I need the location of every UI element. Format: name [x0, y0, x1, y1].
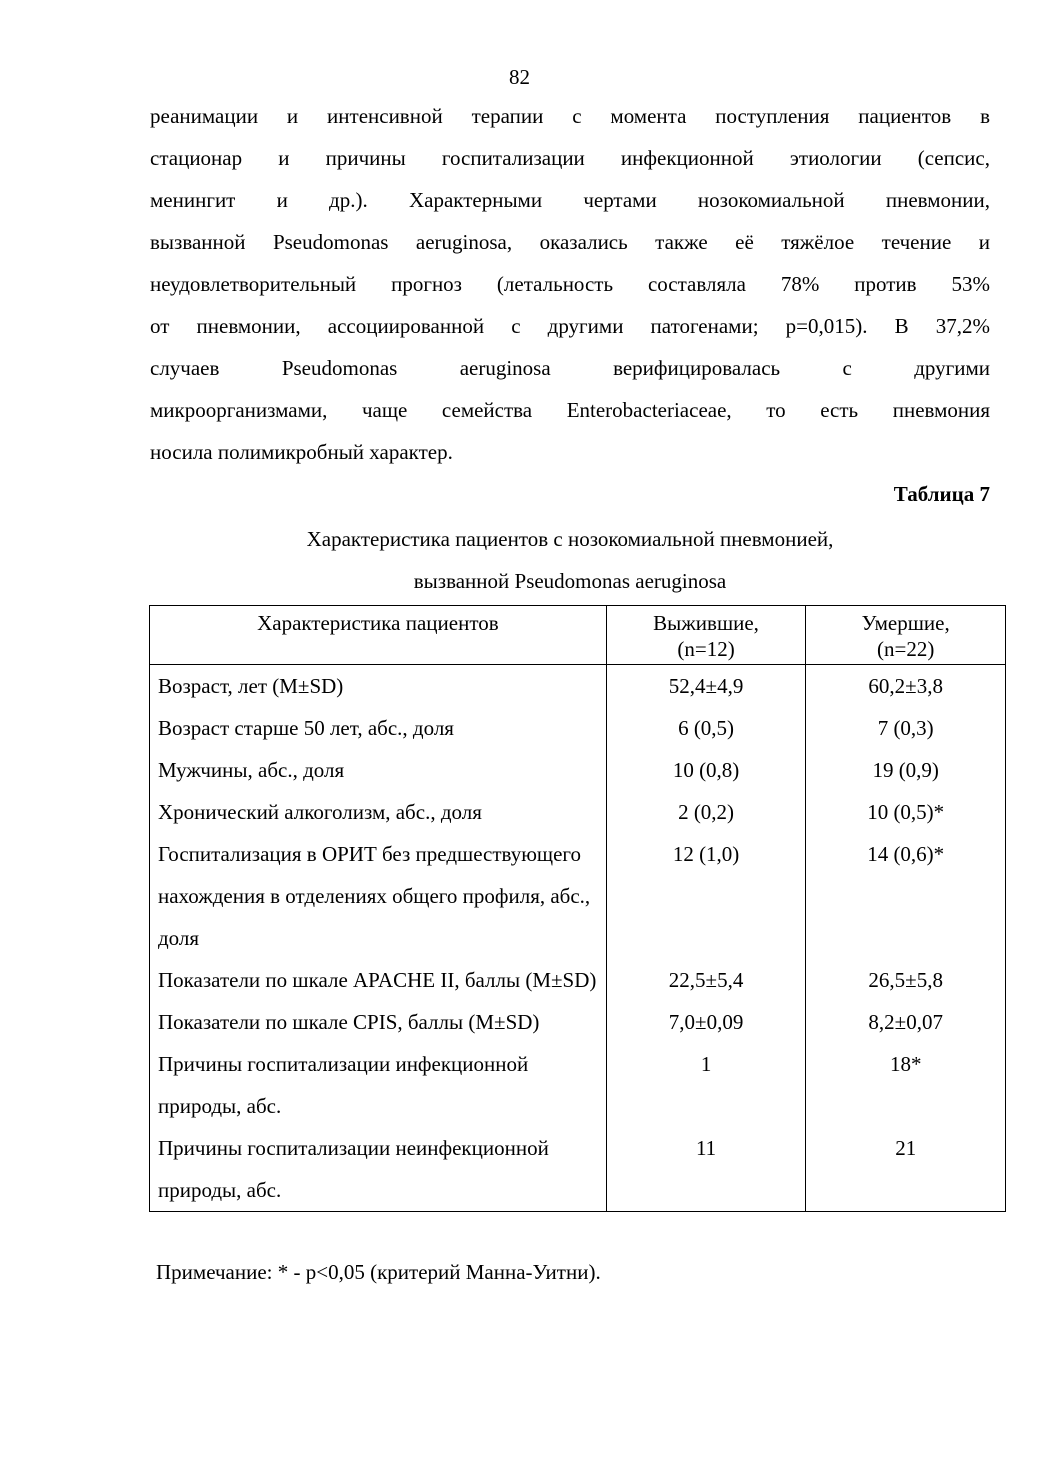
paragraph-line: неудовлетворительный прогноз (летальность составляла 78% против 53%	[150, 272, 990, 296]
table-row	[150, 749, 1006, 791]
survived-value: 22,5±5,4	[606, 959, 806, 1001]
row-label: Хронический алкоголизм, абс., доля	[150, 791, 607, 833]
died-value: 7 (0,3)	[806, 707, 1006, 749]
paragraph-line: реанимации и интенсивной терапии с момента поступления пациентов в	[150, 104, 990, 128]
died-value: 19 (0,9)	[806, 749, 1006, 791]
paragraph-line: менингит и др.). Характерными чертами нозокомиальной пневмонии,	[150, 188, 990, 212]
table-row	[150, 1001, 1006, 1043]
table-row	[150, 1043, 1006, 1127]
table-note: Примечание: * - p<0,05 (критерий Манна-Уитни).	[156, 1260, 601, 1284]
table-label: Таблица 7	[893, 482, 990, 506]
died-value: 60,2±3,8	[806, 665, 1006, 708]
table-header-row	[150, 606, 1006, 665]
survived-value: 6 (0,5)	[606, 707, 806, 749]
survived-value: 12 (1,0)	[606, 833, 806, 959]
header-characteristics: Характеристика пациентов	[150, 606, 607, 665]
died-value: 10 (0,5)*	[806, 791, 1006, 833]
paragraph-line: микроорганизмами, чаще семейства Enterobacteriaceae, то есть пневмония	[150, 398, 990, 422]
row-label: Госпитализация в ОРИТ без предшествующего нахождения в отделениях общего профиля, абс., доля	[150, 833, 607, 959]
survived-value: 2 (0,2)	[606, 791, 806, 833]
paragraph-line: вызванной Pseudomonas aeruginosa, оказались также её тяжёлое течение и	[150, 230, 990, 254]
patient-characteristics-table	[149, 605, 1006, 1212]
paragraph-line: стационар и причины госпитализации инфекционной этиологии (сепсис,	[150, 146, 990, 170]
table-row	[150, 959, 1006, 1001]
row-label: Возраст старше 50 лет, абс., доля	[150, 707, 607, 749]
caption-line: Характеристика пациентов с нозокомиальной пневмонией,	[306, 527, 834, 551]
table-row	[150, 1127, 1006, 1212]
died-value: 21	[806, 1127, 1006, 1212]
paragraph-line: носила полимикробный характер.	[150, 440, 453, 464]
table-row	[150, 833, 1006, 959]
body-paragraph	[150, 95, 990, 473]
row-label: Возраст, лет (M±SD)	[150, 665, 607, 708]
survived-value: 1	[606, 1043, 806, 1127]
table-row	[150, 665, 1006, 708]
row-label: Причины госпитализации неинфекционной природы, абс.	[150, 1127, 607, 1212]
died-value: 18*	[806, 1043, 1006, 1127]
survived-value: 52,4±4,9	[606, 665, 806, 708]
paragraph-line: от пневмонии, ассоциированной с другими патогенами; p=0,015). В 37,2%	[150, 314, 990, 338]
table-row	[150, 707, 1006, 749]
survived-value: 10 (0,8)	[606, 749, 806, 791]
died-value: 26,5±5,8	[806, 959, 1006, 1001]
paragraph-line: случаев Pseudomonas aeruginosa верифицировалась с другими	[150, 356, 990, 380]
page-number: 82	[509, 65, 530, 89]
died-value: 14 (0,6)*	[806, 833, 1006, 959]
row-label: Показатели по шкале APACHE II, баллы (M±SD)	[150, 959, 607, 1001]
died-value: 8,2±0,07	[806, 1001, 1006, 1043]
row-label: Причины госпитализации инфекционной природы, абс.	[150, 1043, 607, 1127]
row-label: Показатели по шкале CPIS, баллы (M±SD)	[150, 1001, 607, 1043]
survived-value: 7,0±0,09	[606, 1001, 806, 1043]
table-row	[150, 791, 1006, 833]
header-died: Умершие, (n=22)	[806, 606, 1006, 665]
caption-line: вызванной Pseudomonas aeruginosa	[413, 569, 727, 593]
table-caption	[100, 518, 1039, 602]
survived-value: 11	[606, 1127, 806, 1212]
row-label: Мужчины, абс., доля	[150, 749, 607, 791]
header-survived: Выжившие, (n=12)	[606, 606, 806, 665]
